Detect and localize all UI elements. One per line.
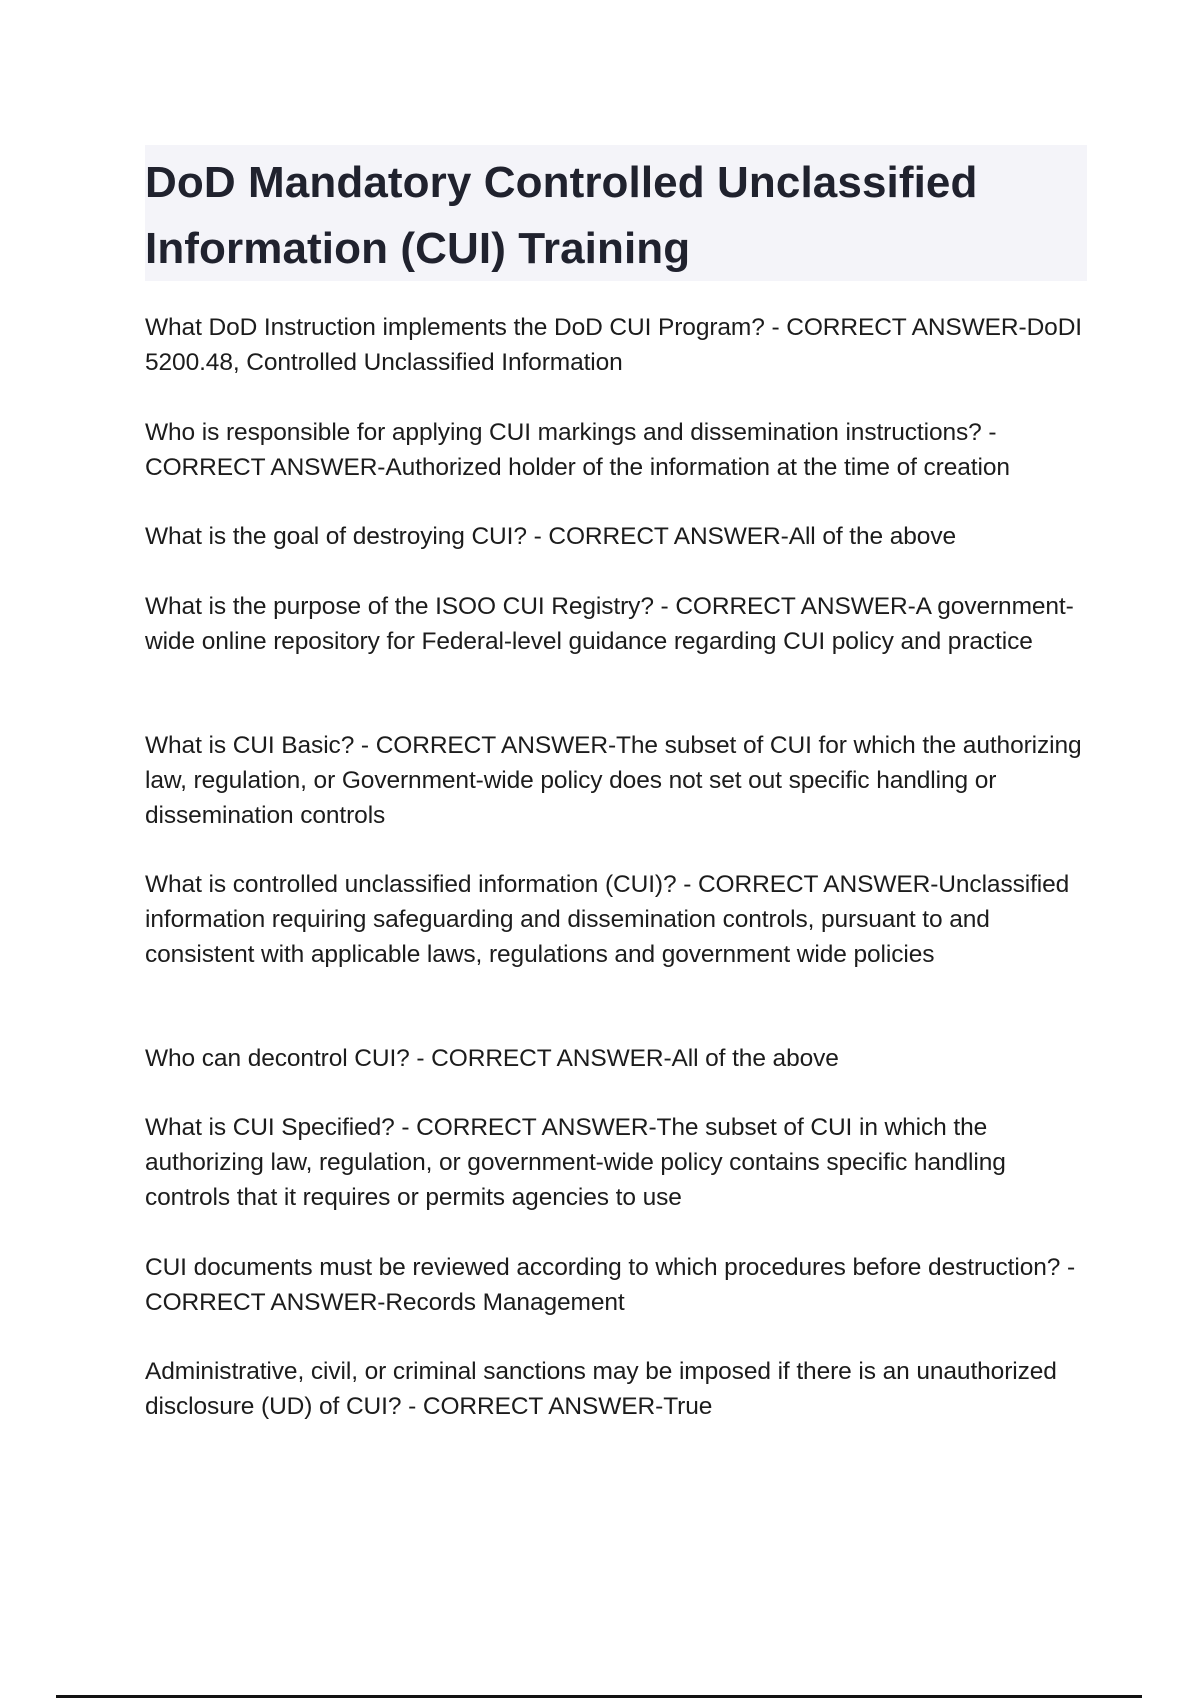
footer-divider [56, 1695, 1142, 1698]
qa-item: Administrative, civil, or criminal sanctions may be imposed if there is an unauthorized disclosure (UD) of CUI? - CORRECT ANSWER-True [145, 1358, 1057, 1420]
qa-item: What is controlled unclassified information (CUI)? - CORRECT ANSWER-Unclassified information requiring safeguarding and dissemination controls, pursuant to and consistent with applicable laws, regulations and government wide policies [145, 871, 1070, 968]
qa-item: What DoD Instruction implements the DoD CUI Program? - CORRECT ANSWER-DoDI 5200.48, Controlled Unclassified Information [145, 314, 1082, 376]
title-banner [145, 145, 1087, 281]
qa-item: Who is responsible for applying CUI markings and dissemination instructions? - CORRECT ANSWER-Authorized holder of the information at the time of creation [145, 419, 1010, 481]
qa-item: What is the goal of destroying CUI? - CORRECT ANSWER-All of the above [145, 523, 956, 550]
qa-item: Who can decontrol CUI? - CORRECT ANSWER-All of the above [145, 1045, 839, 1072]
document-title: DoD Mandatory Controlled Unclassified Information (CUI) Training [145, 158, 978, 273]
qa-item: What is CUI Basic? - CORRECT ANSWER-The subset of CUI for which the authorizing law, regulation, or Government-wide policy does not set out specific handling or dissemination controls [145, 732, 1082, 829]
qa-item: What is the purpose of the ISOO CUI Registry? - CORRECT ANSWER-A government-wide online repository for Federal-level guidance regarding CUI policy and practice [145, 593, 1074, 655]
qa-item: CUI documents must be reviewed according to which procedures before destruction? - CORRECT ANSWER-Records Management [145, 1254, 1076, 1316]
qa-item: What is CUI Specified? - CORRECT ANSWER-The subset of CUI in which the authorizing law, regulation, or government-wide policy contains specific handling controls that it requires or permits agencies to use [145, 1114, 1006, 1211]
